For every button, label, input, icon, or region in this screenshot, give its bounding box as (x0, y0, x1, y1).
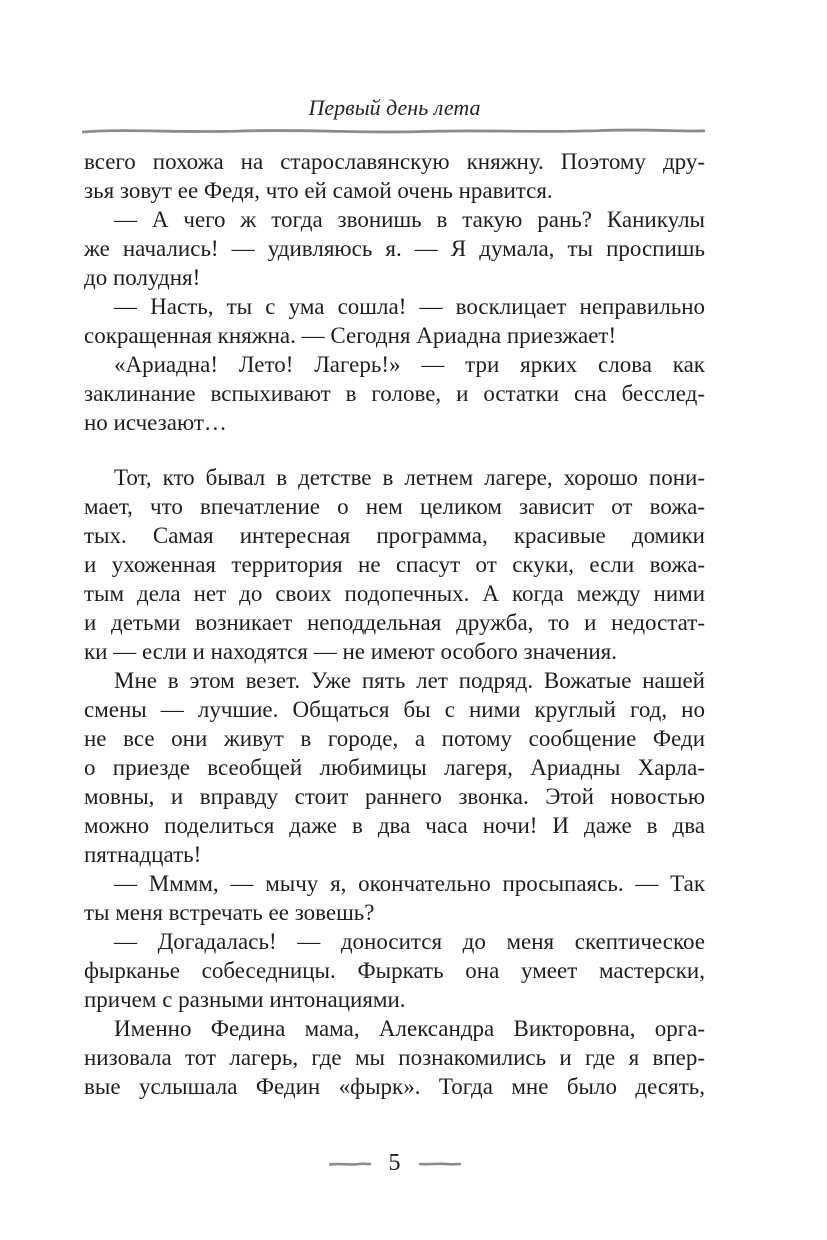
text-line: Мне в этом везет. Уже пять лет подряд. Вожатые нашей (114, 668, 705, 693)
text-line: мает, что впечатление о нем целиком зависит от вожа- (84, 494, 705, 519)
text-line: — А чего ж тогда звонишь в такую рань? Каникулы (114, 207, 705, 232)
text-line: Тот, кто бывал в детстве в летнем лагере, хорошо пони- (114, 465, 705, 490)
text-line: низовала тот лагерь, где мы познакомились и где я впер- (84, 1045, 705, 1070)
text-line: заклинание вспыхивают в голове, и остатки сна бесслед- (84, 381, 705, 406)
text-line: зья зовут ее Федя, что ей самой очень нравится. (84, 178, 553, 203)
text-line: мовны, и вправду стоит раннего звонка. Этой новостью (84, 784, 705, 809)
text-line: «Ариадна! Лето! Лагерь!» — три ярких слова как (114, 352, 705, 377)
text-line: тым дела нет до своих подопечных. А когда между ними (84, 581, 705, 606)
text-line: и детьми возникает неподдельная дружба, то и недостат- (84, 610, 705, 635)
page-footer (84, 1148, 705, 1180)
text-line: о приезде всеобщей любимицы лагеря, Ариадны Харла- (84, 755, 705, 780)
text-line: не все они живут в городе, а потому сообщение Феди (84, 726, 705, 751)
text-line: — Догадалась! — доносится до меня скептическое (114, 929, 705, 954)
text-line: можно поделиться даже в два часа ночи! И даже в два (84, 813, 705, 838)
text-line: вые услышала Федин «фырк». Тогда мне было десять, (84, 1074, 705, 1099)
page-body (84, 147, 705, 1101)
text-line: всего похожа на старославянскую княжну. Поэтому дру- (84, 149, 705, 174)
text-line: ты меня встречать ее зовешь? (84, 900, 375, 925)
text-line: ки — если и находятся — не имеют особого значения. (84, 639, 617, 664)
text-line: но исчезают… (84, 410, 227, 435)
text-line: и ухоженная территория не спасут от скуки, если вожа- (84, 552, 705, 577)
header-rule-line (82, 126, 705, 136)
footer-dash-left-icon (329, 1160, 371, 1168)
section-break (84, 437, 705, 463)
text-line: до полудня! (84, 265, 201, 290)
text-line: — Мммм, — мычу я, окончательно просыпаясь. — Так (114, 871, 705, 896)
running-header: Первый день лета (308, 95, 481, 120)
text-line: — Насть, ты с ума сошла! — восклицает неправильно (114, 294, 705, 319)
text-line: тых. Самая интересная программа, красивые домики (84, 523, 705, 548)
text-line: сокращенная княжна. — Сегодня Ариадна приезжает! (84, 323, 617, 348)
page-number: 5 (388, 1150, 401, 1176)
footer-dash-right-icon (419, 1160, 461, 1168)
text-line: же начались! — удивляюсь я. — Я думала, ты проспишь (84, 236, 705, 261)
text-line: смены — лучшие. Общаться бы с ними круглый год, но (84, 697, 705, 722)
text-line: Именно Федина мама, Александра Викторовна, орга- (114, 1016, 705, 1041)
text-line: фырканье собеседницы. Фыркать она умеет мастерски, (84, 958, 705, 983)
text-line: причем с разными интонациями. (84, 987, 406, 1012)
text-line: пятнадцать! (84, 842, 202, 867)
